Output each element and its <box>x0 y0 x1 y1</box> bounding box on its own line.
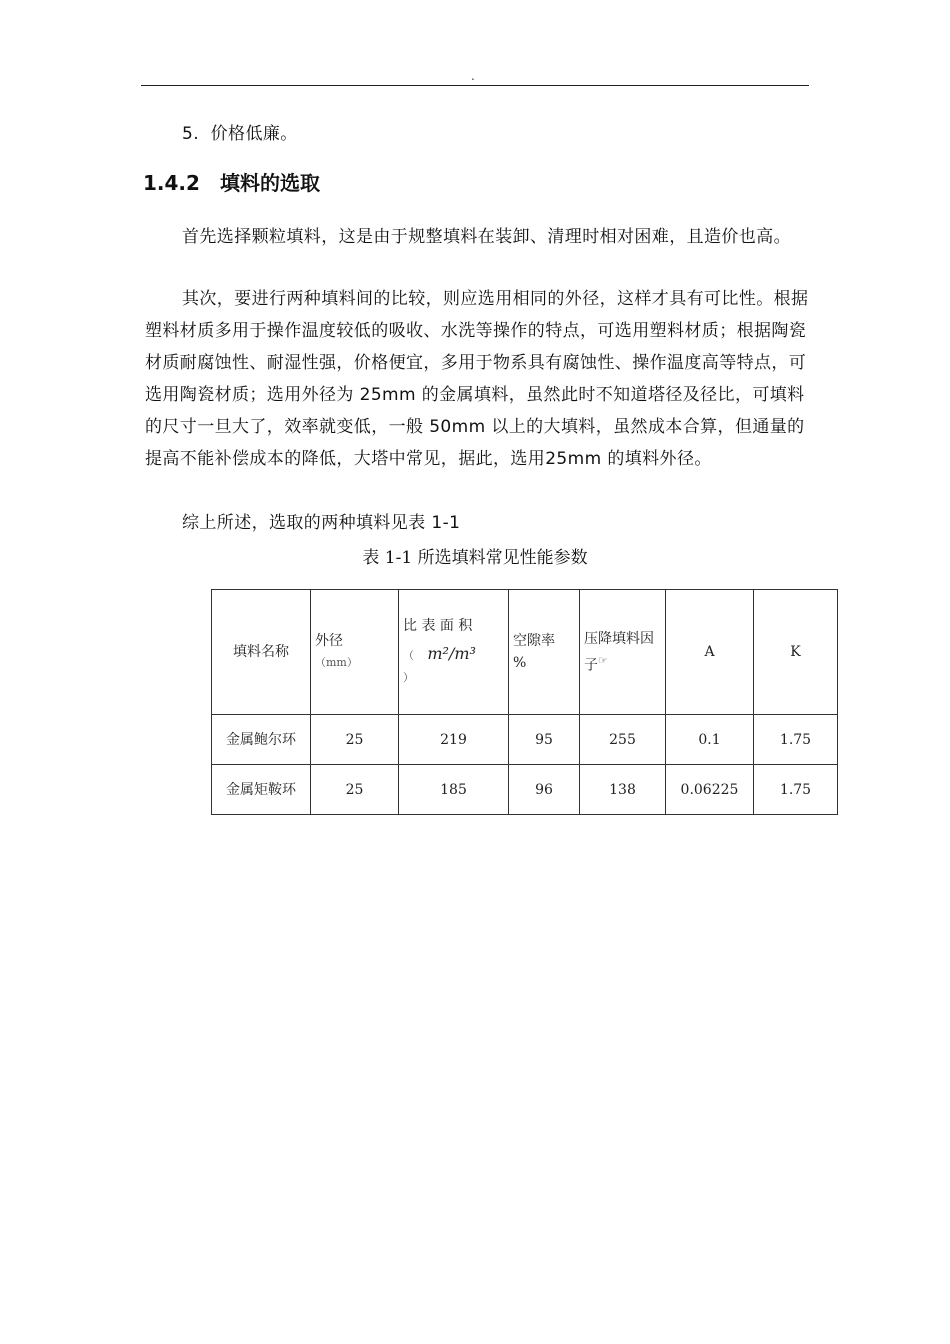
cell-a: 0.1 <box>666 715 754 765</box>
cell-area: 185 <box>399 765 509 815</box>
cell-k: 1.75 <box>754 765 838 815</box>
header-mark: . <box>471 69 475 83</box>
header-factor <box>580 590 666 715</box>
table-header-row <box>212 590 838 715</box>
section-title: 填料的选取 <box>219 171 320 195</box>
header-voidage-label: 空隙率 <box>513 633 555 649</box>
pointing-hand-icon: ☞ <box>598 653 608 667</box>
header-voidage-unit: % <box>513 655 527 671</box>
cell-factor: 255 <box>580 715 666 765</box>
section-heading <box>143 168 320 198</box>
cell-factor: 138 <box>580 765 666 815</box>
cell-voidage: 95 <box>509 715 580 765</box>
header-diameter-label: 外径 <box>315 633 343 649</box>
cell-k: 1.75 <box>754 715 838 765</box>
paragraph-3: 综上所述，选取的两种填料见表 1-1 <box>182 513 461 533</box>
cell-name: 金属鲍尔环 <box>212 715 311 765</box>
header-diameter-unit: （mm） <box>315 656 358 669</box>
header-diameter <box>311 590 399 715</box>
section-number: 1.4.2 <box>143 171 200 195</box>
header-factor-label: 压降填料因子 <box>584 630 654 674</box>
cell-name: 金属矩鞍环 <box>212 765 311 815</box>
header-k: K <box>754 590 838 715</box>
paragraph-1: 首先选择颗粒填料，这是由于规整填料在装卸、清理时相对困难，且造价也高。 <box>182 227 791 247</box>
header-area-label: 比 表 面 积 <box>403 618 473 634</box>
cell-a: 0.06225 <box>666 765 754 815</box>
cell-voidage: 96 <box>509 765 580 815</box>
header-area-unit: m²/m³ <box>427 644 476 663</box>
header-area-close: ） <box>403 671 414 684</box>
parameters-table <box>211 589 838 815</box>
header-area-open: （ <box>403 649 414 662</box>
cell-area: 219 <box>399 715 509 765</box>
table-row <box>212 715 838 765</box>
list-item-number: 5. <box>182 124 200 144</box>
list-item <box>145 118 817 150</box>
table-row <box>212 765 838 815</box>
cell-diameter: 25 <box>311 765 399 815</box>
header-area <box>399 590 509 715</box>
list-item-text: 价格低廉。 <box>210 124 298 144</box>
table-caption: 表 1-1 所选填料常见性能参数 <box>362 548 588 568</box>
paragraph-2: 其次，要进行两种填料间的比较，则应选用相同的外径，这样才具有可比性。根据塑料材质多用于操作温度较低的吸收、水洗等操作的特点，可选用塑料材质；根据陶瓷材质耐腐蚀性、耐湿性强，价格便宜，多用于物系具有腐蚀性、操作温度高等特点，可选用陶瓷材质；选用外径为 25mm 的金属填料，虽然此时不知道塔径及径比，可填料的尺寸一旦大了，效率就变低，一般 50mm 以上的大填料，虽然成本合算，但通量的提高不能补偿成本的降低，大塔中常见，据此，选用25mm 的填料外径。 <box>145 289 809 469</box>
header-a: A <box>666 590 754 715</box>
header-voidage <box>509 590 580 715</box>
cell-diameter: 25 <box>311 715 399 765</box>
header-name: 填料名称 <box>212 590 311 715</box>
header-rule <box>141 85 809 86</box>
